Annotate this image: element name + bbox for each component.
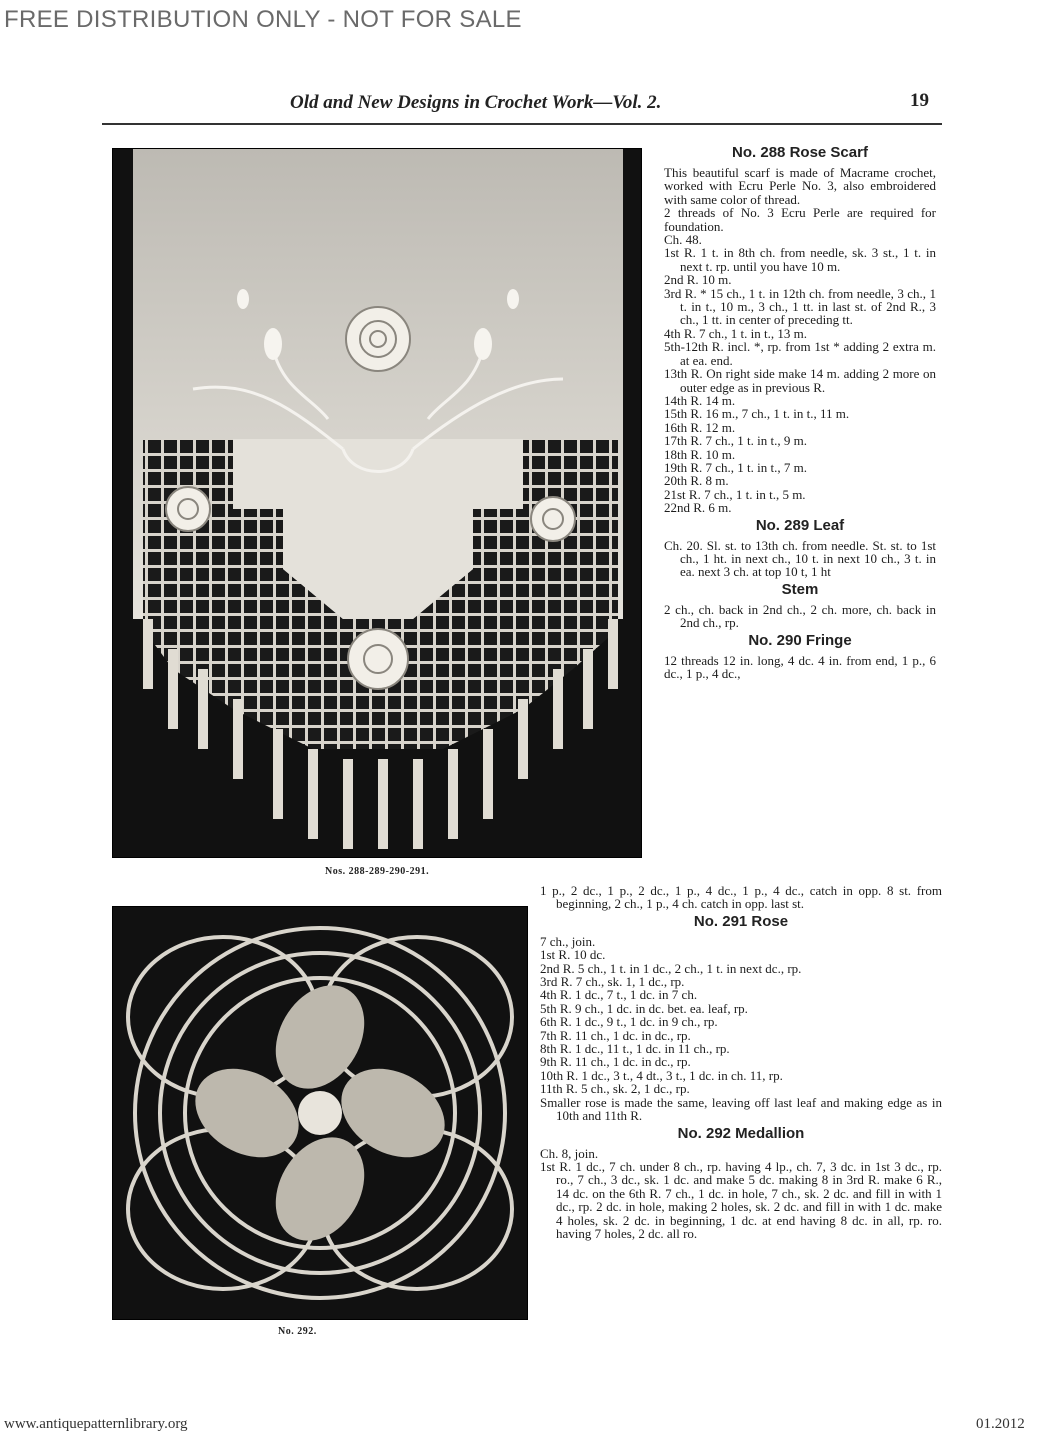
rose-scarf-intro2: 2 threads of No. 3 Ecru Perle are required for foundation. (664, 205, 936, 234)
row-instruction: 1st R. 1 t. in 8th ch. from needle, sk. 3 st., 1 t. in next t. rp. until you have 10 m. (664, 245, 936, 274)
row-instruction: 16th R. 12 m. (664, 419, 736, 435)
row-instruction: 15th R. 16 m., 7 ch., 1 t. in t., 11 m. (664, 406, 850, 422)
row-instruction: Ch. 48. (664, 232, 702, 248)
caption-photo-288-291: Nos. 288-289-290-291. (325, 866, 430, 877)
fringe-instructions-a: 12 threads 12 in. long, 4 dc. 4 in. from end, 1 p., 6 dc., 1 p., 4 dc., (664, 652, 936, 681)
heading-medallion: No. 292 Medallion (677, 1124, 805, 1142)
heading-leaf: No. 289 Leaf (755, 516, 845, 534)
row-instruction: 3rd R. 7 ch., sk. 1, 1 dc., rp. (540, 974, 685, 990)
row-instruction: 5th-12th R. incl. *, rp. from 1st * adding 2 extra m. at ea. end. (664, 339, 936, 368)
heading-stem: Stem (781, 580, 819, 598)
stem-instructions: 2 ch., ch. back in 2nd ch., 2 ch. more, ch. back in 2nd ch., rp. (664, 601, 936, 631)
row-instruction: Ch. 8, join. (540, 1145, 599, 1161)
row-instruction: 8th R. 1 dc., 11 t., 1 dc. in 11 ch., rp. (540, 1041, 730, 1057)
rose-scarf-photo (112, 148, 642, 858)
row-instruction: 9th R. 11 ch., 1 dc. in dc., rp. (540, 1054, 691, 1070)
row-instruction: 4th R. 1 dc., 7 t., 1 dc. in 7 ch. (540, 987, 698, 1003)
row-instruction: 1st R. 1 dc., 7 ch. under 8 ch., rp. having 4 lp., ch. 7, 3 dc. in 1st 3 dc., rp. ro., 7 ch., 3 dc., sk. 1 dc. and make 5 dc. making 8 in 3rd R. make 6 R., 14 dc. on the 6th R. 7 ch., 1 dc. in hole, 7 ch., sk. 2 dc. and fill in with 1 dc., rp. 2 dc. in hole, making 2 holes, sk. 2 dc. and fill in with 1 dc. make 4 holes, sk. 2 dc. in beginning, 1 dc. at end having 8 dc. in all, rp. ro. having 7 holes, 2 dc. all ro. (540, 1158, 942, 1241)
row-instruction: 4th R. 7 ch., 1 t. in t., 13 m. (664, 325, 807, 341)
page-number: 19 (910, 90, 929, 111)
row-instruction: 6th R. 1 dc., 9 t., 1 dc. in 9 ch., rp. (540, 1014, 718, 1030)
row-instruction: 11th R. 5 ch., sk. 2, 1 dc., rp. (540, 1081, 690, 1097)
row-instruction: 22nd R. 6 m. (664, 500, 732, 516)
row-instruction: 1st R. 10 dc. (540, 947, 606, 963)
row-instruction: 21st R. 7 ch., 1 t. in t., 5 m. (664, 486, 806, 502)
row-instruction: 2nd R. 10 m. (664, 272, 732, 288)
row-instruction: 18th R. 10 m. (664, 446, 736, 462)
row-instruction: 17th R. 7 ch., 1 t. in t., 9 m. (664, 433, 807, 449)
row-instruction: 2nd R. 5 ch., 1 t. in 1 dc., 2 ch., 1 t. in next dc., rp. (540, 960, 802, 976)
row-instruction: 13th R. On right side make 14 m. adding 2 more on outer edge as in previous R. (664, 366, 936, 395)
instructions-column-lower (540, 884, 942, 1240)
leaf-instructions: Ch. 20. Sl. st. to 13th ch. from needle. St. st. to 1st ch., 1 ht. in next ch., 10 t. in next 10 ch., 3 t. in ea. next 3 ch. at top 10 t, 1 ht (664, 537, 936, 580)
row-instruction: 20th R. 8 m. (664, 473, 729, 489)
row-instruction: 10th R. 1 dc., 3 t., 4 dt., 3 t., 1 dc. in ch. 11, rp. (540, 1067, 783, 1083)
footer-date: 01.2012 (976, 1416, 1025, 1432)
medallion-illustration (113, 907, 527, 1319)
instructions-column-upper (664, 142, 936, 680)
running-head-title: Old and New Designs in Crochet Work—Vol. 2. (290, 92, 662, 113)
row-instruction: 7th R. 11 ch., 1 dc. in dc., rp. (540, 1027, 691, 1043)
row-instruction: 5th R. 9 ch., 1 dc. in dc. bet. ea. leaf, rp. (540, 1000, 748, 1016)
rose-scarf-illustration (113, 149, 641, 857)
heading-fringe: No. 290 Fringe (748, 631, 852, 649)
medallion-photo (112, 906, 528, 1320)
row-instruction: 19th R. 7 ch., 1 t. in t., 7 m. (664, 459, 807, 475)
header-rule (102, 123, 942, 125)
rose-scarf-intro: This beautiful scarf is made of Macrame crochet, worked with Ecru Perle No. 3, also embroidered with same color of thread. (664, 165, 936, 207)
distribution-banner: FREE DISTRIBUTION ONLY - NOT FOR SALE (4, 6, 522, 33)
fringe-instructions-b: 1 p., 2 dc., 1 p., 2 dc., 1 p., 4 dc., 1 p., 4 dc., catch in opp. 8 st. from beginning, 2 ch., 1 p., 4 ch. catch in opp. last st. (540, 883, 942, 912)
row-instruction: 3rd R. * 15 ch., 1 t. in 12th ch. from needle, 3 ch., 1 t. in t., 10 m., 3 ch., 1 tt. in last st. of 2nd R., 3 ch., 1 tt. in center of preceding tt. (664, 285, 936, 328)
caption-photo-292: No. 292. (278, 1326, 317, 1337)
row-instruction: 7 ch., join. (540, 933, 596, 949)
rose-note: Smaller rose is made the same, leaving off last leaf and making edge as in 10th and 11th R. (540, 1094, 942, 1124)
heading-rose-scarf: No. 288 Rose Scarf (732, 144, 868, 161)
footer-website: www.antiquepatternlibrary.org (4, 1416, 188, 1432)
row-instruction: 14th R. 14 m. (664, 392, 736, 408)
heading-rose: No. 291 Rose (693, 912, 789, 930)
